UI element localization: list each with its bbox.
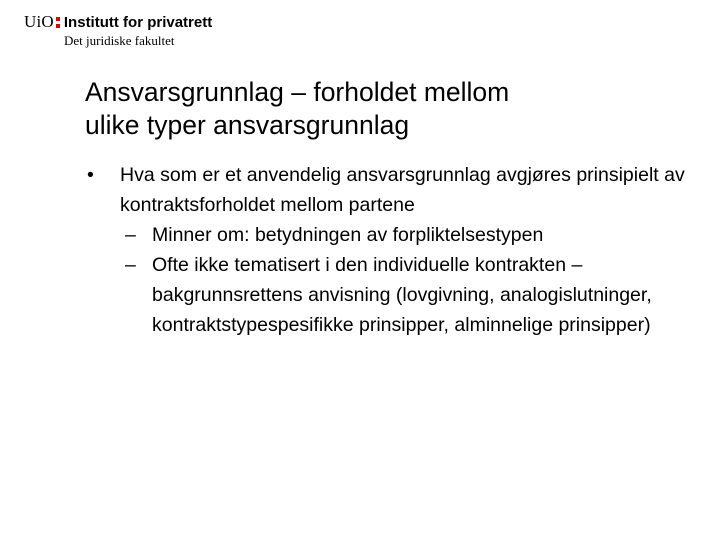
- dash-marker: –: [125, 254, 136, 276]
- institute-name: Institutt for privatrett: [63, 13, 213, 31]
- slide-title: [85, 76, 685, 142]
- bullet-item: [85, 160, 715, 340]
- sub-bullet-item: [125, 250, 715, 340]
- sub-bullet-text: Minner om: betydningen av forpliktelsestypen: [152, 224, 544, 246]
- sub-bullet-item: [125, 220, 715, 250]
- bullet-list: [85, 160, 715, 340]
- bullet-marker: •: [87, 164, 94, 186]
- slide-title-line-1: Ansvarsgrunnlag – forholdet mellom: [85, 77, 510, 107]
- bullet-text: Hva som er et anvendelig ansvarsgrunnlag avgjøres prinsipielt av kontraktsforholdet mellom partene: [120, 164, 685, 216]
- dash-marker: –: [125, 224, 136, 246]
- slide-title-line-2: ulike typer ansvarsgrunnlag: [85, 110, 410, 140]
- faculty-name: Det juridiske fakultet: [64, 33, 175, 48]
- sub-bullet-text: Ofte ikke tematisert i den individuelle kontrakten – bakgrunnsrettens anvisning (lovgivning, analogislutninger, kontraktstypespesifikke prinsipper, alminnelige prinsipper): [152, 254, 652, 336]
- uio-logo-text: UiO: [24, 12, 54, 31]
- sub-bullet-list: [120, 220, 715, 340]
- uio-colon-icon: [56, 14, 60, 30]
- uio-header: [24, 12, 212, 48]
- uio-logo: [24, 12, 212, 32]
